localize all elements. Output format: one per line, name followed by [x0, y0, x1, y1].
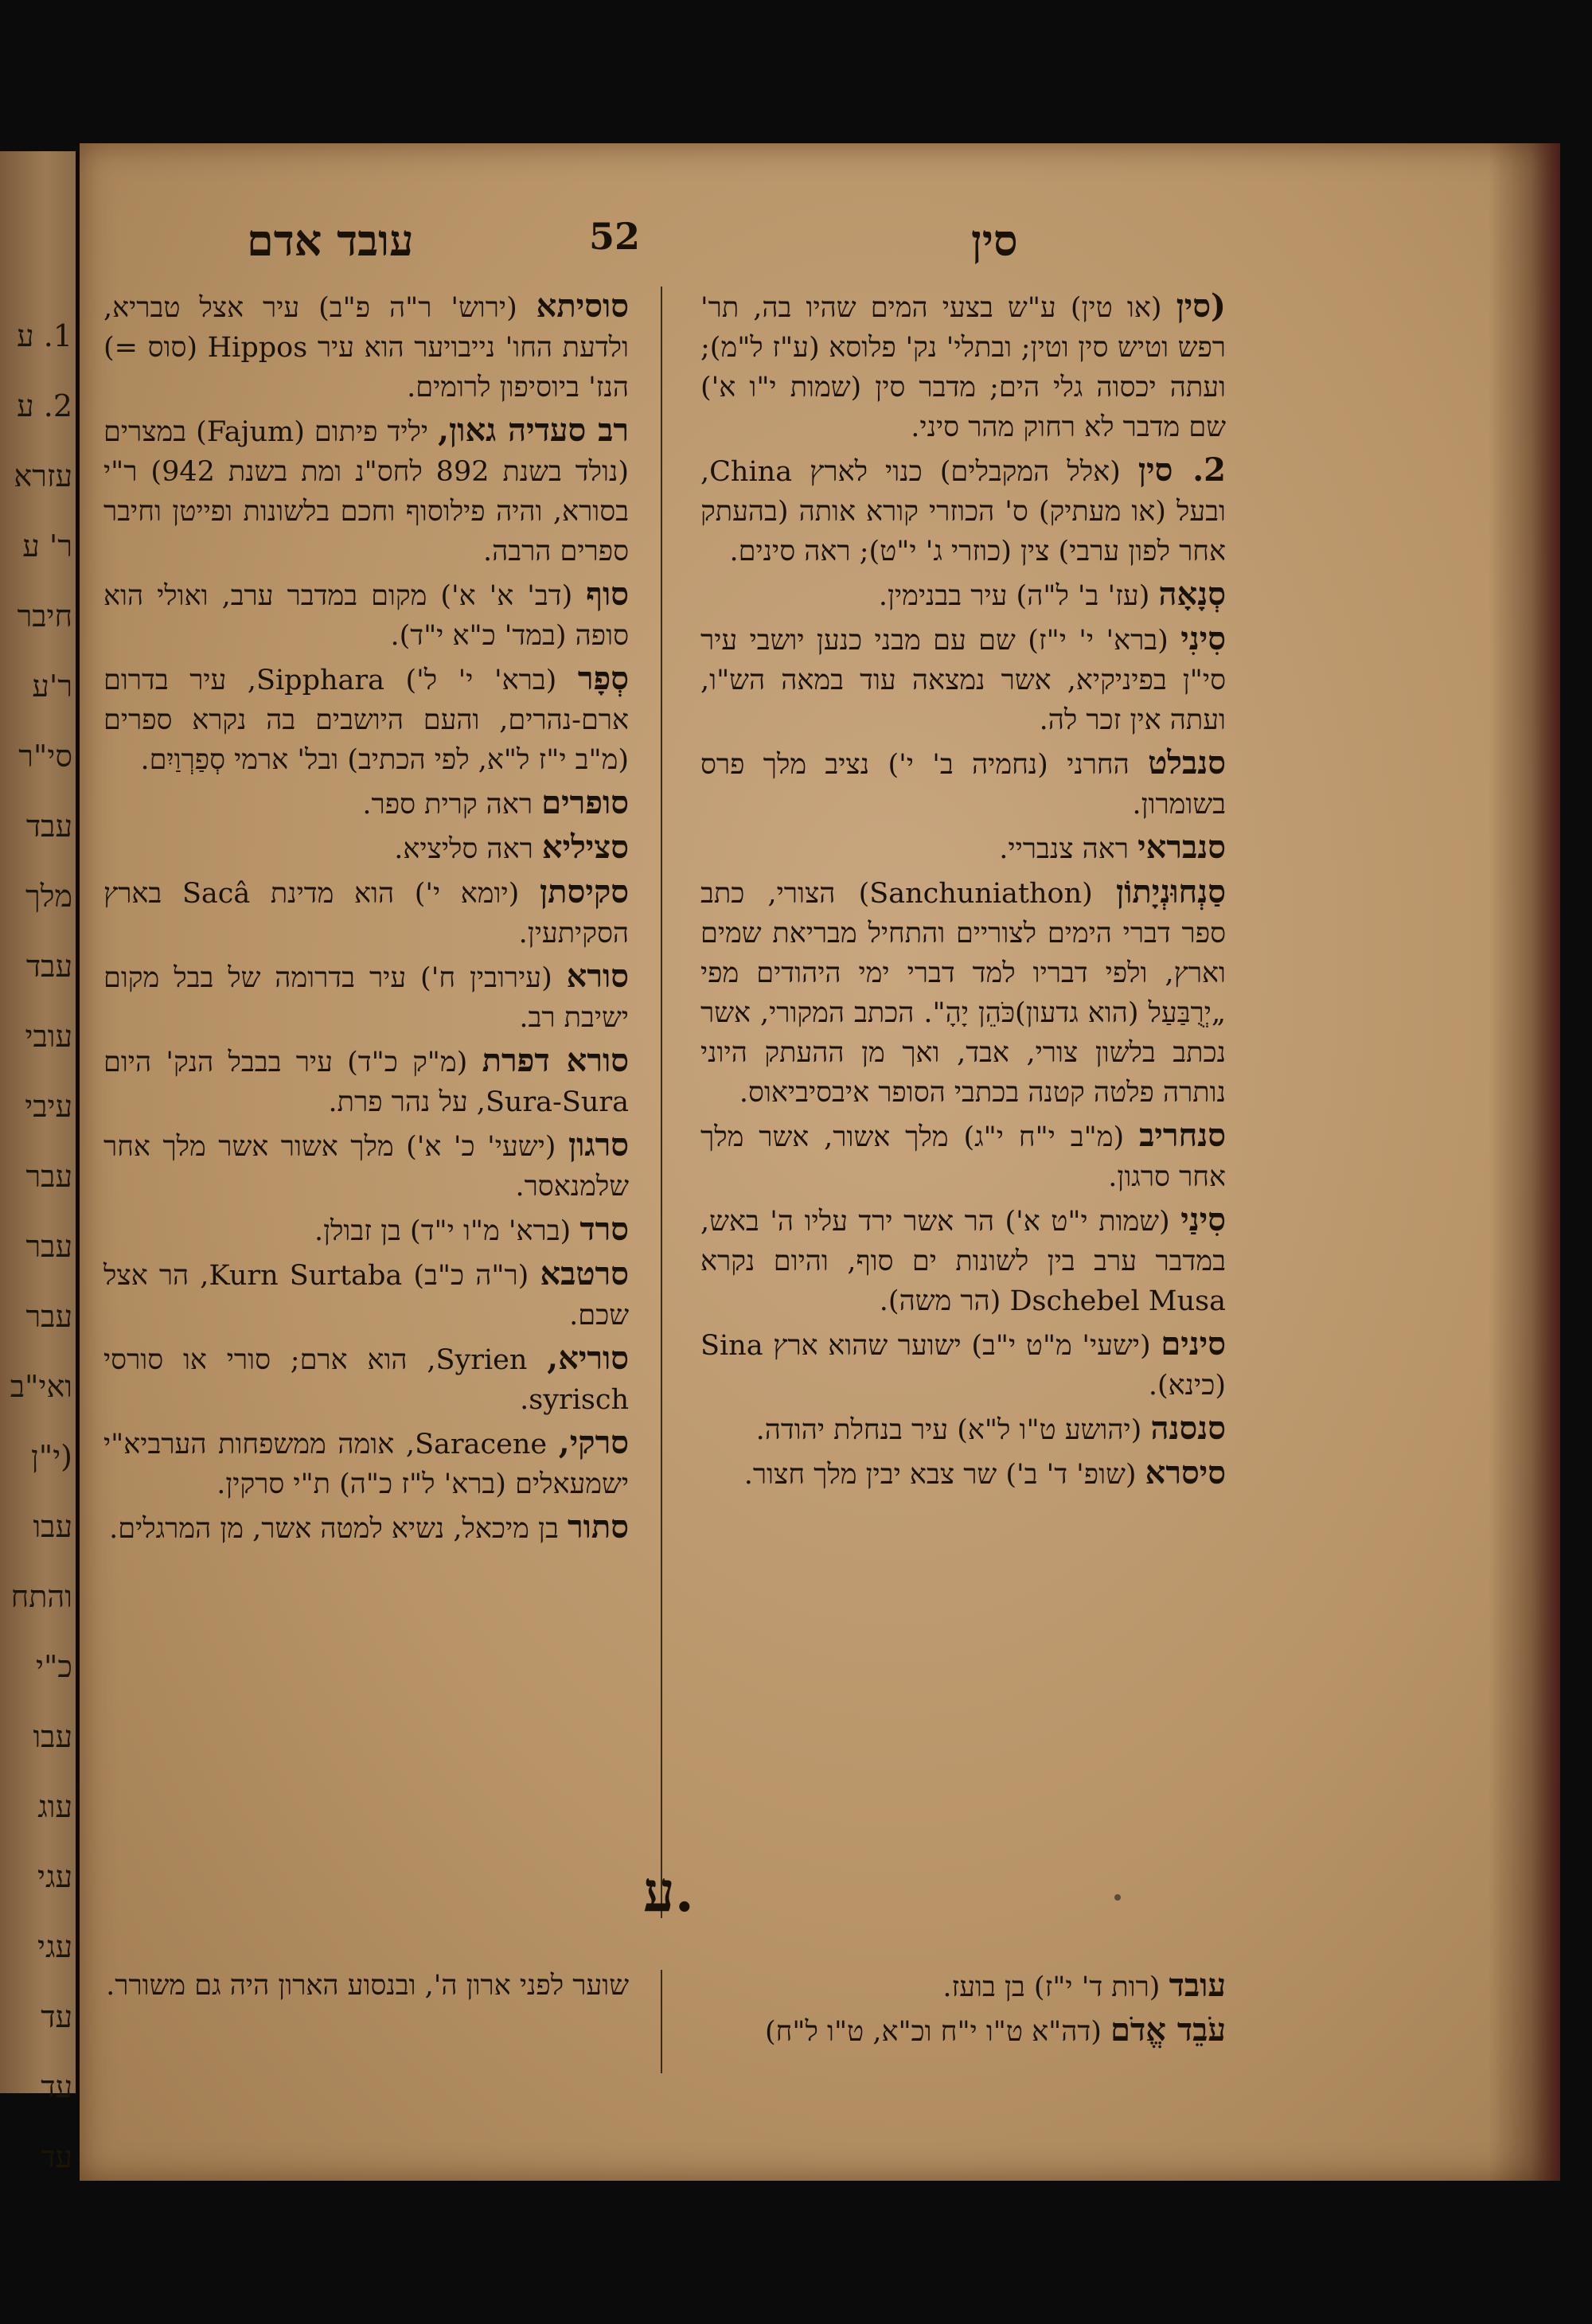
prev-page-fragment: ואי"ב: [10, 1369, 72, 1404]
entry-headword: סציליא: [541, 829, 629, 866]
entry-definition: (דב' א' א') מקום במדבר ערב, ואולי הוא סופה (במד' כ"א י"ד).: [103, 580, 629, 652]
right-column: [700, 287, 1226, 1498]
entry-headword: סינים: [1161, 1325, 1226, 1363]
bottom-column-divider: [661, 1970, 662, 2073]
entry-definition: שוער לפני ארון ה', ובנסוע הארון היה גם משורר.: [106, 1970, 629, 2002]
entry-definition: ראה צנבריי.: [999, 833, 1129, 865]
entry-headword: סנסנה: [1150, 1410, 1226, 1447]
dictionary-entry: [103, 1041, 629, 1122]
prev-page-fragment: כ"י: [35, 1649, 72, 1684]
entry-definition: (ברא' מ"ו י"ד) בן זבולן.: [314, 1215, 572, 1247]
entry-definition: (מ"ב י"ח י"ג) מלך אשור, אשר מלך אחר סרגון.: [700, 1121, 1226, 1193]
entry-definition: (שופ' ד' ב') שר צבא יבין מלך חצור.: [743, 1459, 1137, 1491]
dictionary-entry: [700, 1966, 1226, 2007]
ink-dot: [1114, 1894, 1121, 1901]
dictionary-entry: [700, 1409, 1226, 1450]
prev-page-fragment: עד: [41, 1999, 72, 2034]
dictionary-entry: [700, 450, 1226, 571]
entry-definition: (שמות י"ט א') הר אשר ירד עליו ה' באש, במדבר ערב בין לשונות ים סוף, והיום נקרא Dschebel Musa (הר משה).: [700, 1206, 1226, 1317]
dictionary-entry: [700, 2010, 1226, 2052]
prev-page-fragment: עד: [41, 2069, 72, 2104]
section-letter-heading: ע.: [643, 1858, 694, 1924]
book-page: [80, 143, 1560, 2181]
prev-page-fragment: ר' ע: [22, 528, 72, 563]
bottom-right-column: [700, 1966, 1226, 2055]
header-left-title: עובד אדם: [247, 215, 414, 266]
entry-headword: עֹבֵד אֱדֹם: [1110, 2011, 1226, 2049]
entry-definition: (ברא' י' י"ז) שם עם מבני כנען יושבי עיר סי"ן בפיניקיא, אשר נמצאה עוד במאה הש"ו, ועתה אין זכר לה.: [700, 625, 1226, 736]
entry-headword: סנחריב: [1139, 1117, 1226, 1154]
entry-definition: (ישעי' כ' א') מלך אשור אשר מלך אחר שלמנאסר.: [103, 1131, 629, 1203]
entry-definition: (ברא' י' ל') Sipphara, עיר בדרום ארם-נהרים, והעם היושבים בה נקרא ספרים (מ"ב י"ז ל"א, לפי הכתיב) ובל' ארמי סְפַרְוַיִם.: [103, 665, 629, 776]
entry-definition: (יהושע ט"ו ל"א) עיר בנחלת יהודה.: [755, 1414, 1142, 1446]
entry-headword: רב סעדיה גאון,: [438, 411, 629, 449]
prev-page-fragment: עבד: [25, 949, 72, 984]
prev-page-fragment: עגי: [37, 1929, 72, 1964]
prev-page-fragment: 1. ע: [17, 318, 72, 353]
page-number: 52: [589, 215, 641, 258]
entry-definition: (אלל המקבלים) כנוי לארץ China, ובעל (או מעתיק) ס' הכוזרי קורא אותה (בהעתק אחר לפון ערבי) צין (כוזרי ג' י"ט); ראה סינים.: [700, 456, 1226, 567]
entry-definition: החרני (נחמיה ב' י') נציב מלך פרס בשומרון.: [700, 749, 1226, 821]
entry-definition: (או טין) ע"ש בצעי המים שהיו בה, תר' רפש וטיש סין וטין; ובתלי' נק' פלוסא (ע"ז ל"מ); ועתה יכסוה גלי הים; מדבר סין (שמות י"ו א') שם מדבר לא רחוק מהר סיני.: [700, 292, 1226, 443]
entry-headword: סרד: [579, 1211, 629, 1248]
dictionary-entry: [103, 957, 629, 1038]
entry-definition: (ישעי' מ"ט י"ב) ישוער שהוא ארץ Sina (כינא).: [700, 1330, 1226, 1402]
dictionary-entry: [103, 1254, 629, 1336]
entry-definition: (Sanchuniathon) הצורי, כתב ספר דברי הימים לצוריים והתחיל מבריאת שמים וארץ, ולפי דבריו למד דברי ימי היהודים מפי „יְרֻבַּעַל (הוא גדעון)כֹּהֵן יָהָ". הכתב המקורי, אשר נכתב בלשון צורי, אבד, ואך מן ההעתק היוני נותרה פלטה קטנה בכתבי הסופר איבסיביאוס.: [700, 878, 1226, 1109]
entry-definition: (רות ד' י"ז) בן בועז.: [942, 1971, 1161, 2003]
entry-definition: בן מיכאל, נשיא למטה אשר, מן המרגלים.: [109, 1513, 559, 1545]
entry-headword: סוף: [586, 575, 629, 613]
prev-page-fragment: ר'ע: [32, 669, 72, 704]
dictionary-entry: [103, 287, 629, 407]
entry-headword: (סין: [1176, 287, 1226, 325]
entry-definition: ראה קרית ספר.: [362, 789, 533, 821]
dictionary-entry: [103, 828, 629, 869]
prev-page-fragment: והתח: [10, 1579, 72, 1614]
dictionary-entry: [700, 619, 1226, 740]
entry-headword: סקיסתן: [539, 873, 629, 910]
prev-page-fragment: עבו: [33, 1719, 72, 1754]
column-divider: [661, 287, 662, 1918]
dictionary-entry: [103, 1125, 629, 1207]
entry-definition: (עירובין ח') עיר בדרומה של בבל מקום ישיבת רב.: [103, 962, 629, 1034]
entry-headword: סנבראי: [1137, 829, 1226, 866]
dictionary-entry: [700, 872, 1226, 1113]
entry-headword: סוסיתא: [536, 287, 629, 325]
prev-page-fragment: עובי: [25, 1019, 72, 1054]
prev-page-fragment: עבו: [33, 1509, 72, 1544]
entry-headword: סיסרא: [1145, 1454, 1226, 1491]
bottom-left-column: [103, 1966, 629, 2009]
dictionary-entry: [103, 1507, 629, 1549]
dictionary-entry: [103, 1339, 629, 1420]
dictionary-entry: [103, 659, 629, 780]
entry-definition: Saracene, אומה ממשפחות הערביא"י ישמעאלים (ברא' ל"ז כ"ה) ת"י סרקין.: [103, 1429, 629, 1500]
dictionary-entry: [103, 411, 629, 571]
dictionary-entry: [103, 1966, 629, 2006]
entry-headword: סְנָאָה: [1158, 575, 1226, 613]
entry-headword: 2. סין: [1137, 451, 1226, 489]
entry-definition: (דה"א ט"ו י"ח וכ"א, ט"ו ל"ח): [765, 2016, 1102, 2048]
entry-definition: (ירוש' ר"ה פ"ב) עיר אצל טבריא, ולדעת החו' נייבויער הוא עיר Hippos (סוס =) הנז' ביוסיפון לרומים.: [103, 292, 629, 404]
entry-headword: סורא דפרת: [482, 1042, 629, 1079]
prev-page-fragment: 2. ע: [17, 388, 72, 423]
prev-page-fragment: עבד: [25, 809, 72, 844]
left-column: [103, 287, 629, 1552]
prev-page-fragment: עזרא: [14, 458, 72, 493]
prev-page-fragment: חיבר: [17, 599, 72, 634]
entry-definition: (מ"ק כ"ד) עיר בבבל הנק' היום Sura-Sura, על נהר פרת.: [103, 1047, 629, 1118]
prev-page-fragment: עבר: [25, 1159, 72, 1194]
entry-definition: (ר"ה כ"ב) Kurn Surtaba, הר אצל שכם.: [103, 1260, 629, 1332]
prev-page-fragment: עגי: [37, 1859, 72, 1894]
entry-headword: סרגון: [568, 1126, 629, 1164]
entry-headword: סופרים: [541, 784, 629, 821]
previous-page-sliver: [0, 151, 76, 2174]
prev-page-fragment: עוג: [37, 1789, 72, 1824]
prev-page-fragment: (י"ן: [31, 1439, 72, 1474]
dictionary-entry: [700, 1324, 1226, 1406]
prev-page-fragment: עיבי: [25, 1089, 72, 1124]
page-binding-edge: [1489, 143, 1560, 2181]
entry-headword: סִינַי: [1180, 1201, 1226, 1238]
entry-headword: עובד: [1169, 1967, 1226, 2004]
dictionary-entry: [103, 575, 629, 656]
prev-page-fragment: עד: [41, 2139, 72, 2174]
dictionary-entry: [103, 872, 629, 953]
dictionary-entry: [103, 783, 629, 825]
dictionary-entry: [700, 743, 1226, 825]
header-right-title: סין: [971, 215, 1018, 266]
entry-headword: סַנְחוּנְיָתוֹן: [1116, 873, 1226, 910]
entry-definition: Syrien, הוא ארם; סורי או סורסי syrisch.: [103, 1344, 629, 1416]
prev-page-fragment: עבר: [25, 1229, 72, 1264]
dictionary-entry: [700, 575, 1226, 616]
prev-page-fragment: מלך: [25, 879, 72, 914]
entry-definition: ראה סליציא.: [394, 833, 533, 865]
dictionary-entry: [700, 287, 1226, 447]
entry-headword: סִינִי: [1180, 620, 1226, 657]
prev-page-fragment: עבר: [25, 1299, 72, 1334]
entry-headword: סרקי,: [558, 1424, 629, 1461]
entry-headword: סורא: [566, 957, 629, 995]
dictionary-entry: [700, 1200, 1226, 1321]
dictionary-entry: [103, 1210, 629, 1251]
entry-headword: סנבלט: [1148, 744, 1226, 782]
dictionary-entry: [103, 1423, 629, 1504]
entry-definition: יליד פיתום (Fajum) במצרים (נולד בשנת 892 לחס"נ ומת בשנת 942) ר"י בסורא, והיה פילוסוף וחכם בלשונות ופייטן וחיבר ספרים הרבה.: [103, 416, 629, 567]
entry-headword: סְפָר: [577, 660, 629, 697]
dictionary-entry: [700, 828, 1226, 869]
dictionary-entry: [700, 1116, 1226, 1197]
entry-definition: (יומא י') הוא מדינת Sacâ בארץ הסקיתעין.: [103, 878, 629, 949]
running-header: [80, 215, 1353, 279]
entry-headword: סרטבא: [540, 1255, 629, 1293]
entry-headword: סוריא,: [547, 1339, 629, 1377]
dictionary-entry: [700, 1453, 1226, 1495]
prev-page-fragment: סי"ר: [18, 739, 72, 774]
entry-definition: (עז' ב' ל"ה) עיר בבנימין.: [878, 580, 1150, 612]
entry-headword: סתור: [567, 1508, 629, 1546]
